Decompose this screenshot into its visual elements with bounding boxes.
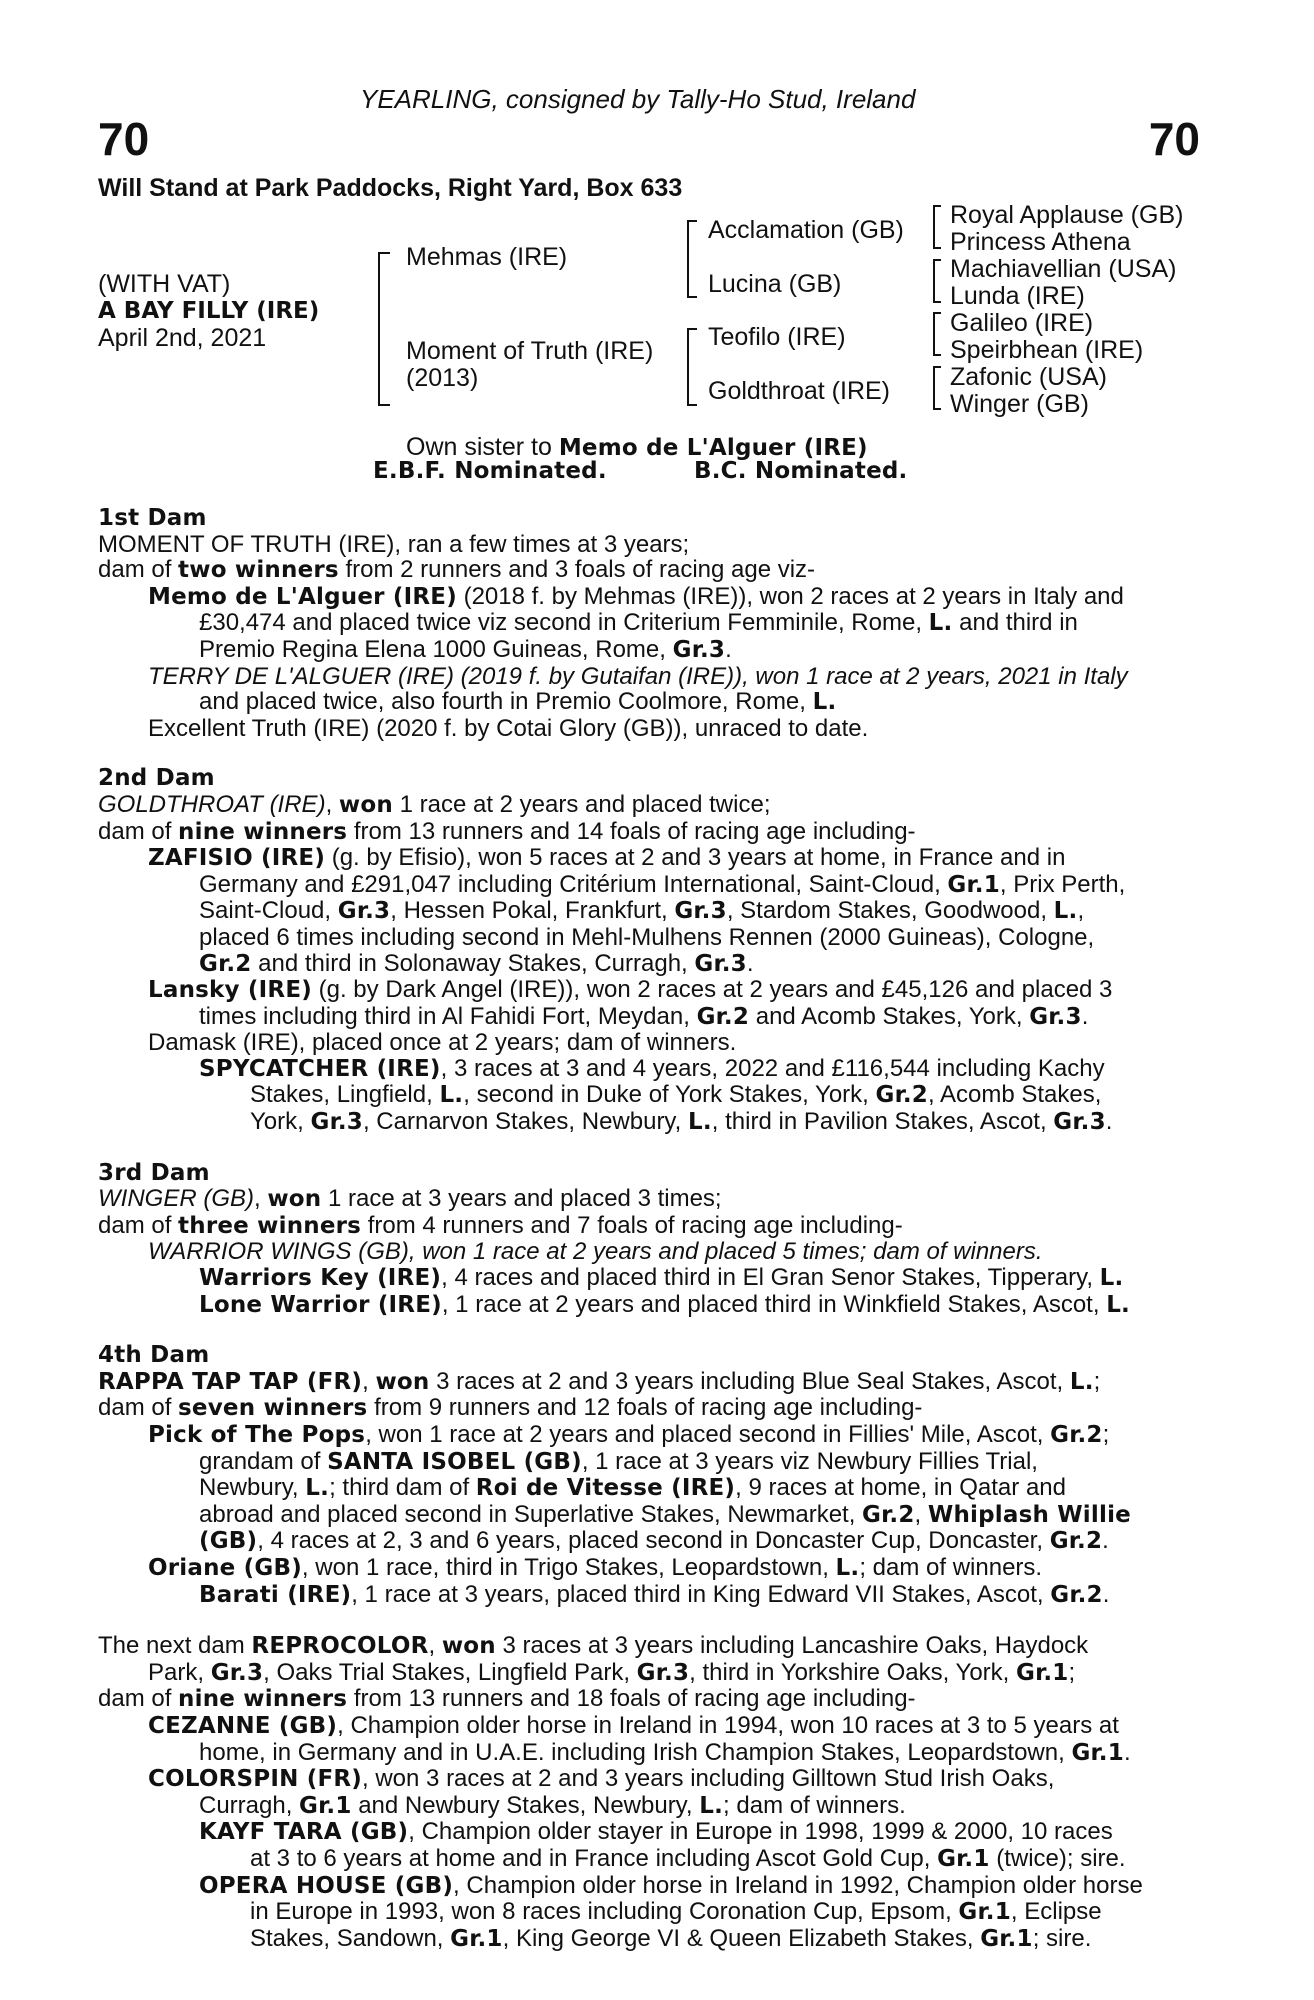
text-run: , Champion older horse in Ireland in 1992, Champion older horse: [453, 1871, 1143, 1899]
text-run: L.: [835, 1554, 860, 1581]
text-run: , won 3 races at 2 and 3 years including Gilltown Stud Irish Oaks,: [362, 1765, 1055, 1793]
gen3-brace-1: [933, 205, 941, 249]
text-run: , Oaks Trial Stakes, Lingfield Park,: [263, 1658, 637, 1686]
text-run: ZAFISIO (IRE): [148, 845, 326, 872]
gen3-brace-2: [933, 259, 941, 303]
text-run: from 13 runners and 14 foals of racing age including-: [347, 817, 916, 845]
text-run: ,: [914, 1500, 928, 1528]
text-line: [98, 1846, 1198, 1873]
text-run: Gr.3: [636, 1659, 690, 1686]
text-run: Newbury,: [199, 1474, 306, 1502]
vat-note: (WITH VAT): [98, 270, 231, 298]
text-run: ;: [1093, 1367, 1101, 1395]
text-run: and placed twice, also fourth in Premio Coolmore, Rome,: [199, 688, 813, 716]
text-run: dam of: [98, 556, 179, 584]
text-run: three winners: [178, 1212, 362, 1239]
text-run: from 4 runners and 7 foals of racing age including-: [361, 1211, 903, 1239]
text-run: , second in Duke of York Stakes, York,: [463, 1081, 876, 1109]
text-run: , 1 race at 3 years, placed third in King Edward VII Stakes, Ascot,: [351, 1580, 1051, 1608]
text-line: [98, 1395, 1198, 1422]
text-run: ,: [1077, 897, 1085, 925]
text-run: won: [375, 1368, 430, 1395]
text-run: (g. by Dark Angel (IRE)), won 2 races at 2 years and £45,126 and placed 3: [311, 976, 1113, 1004]
sire-dam: Lucina (GB): [708, 270, 842, 298]
text-line: [98, 1109, 1198, 1136]
text-run: Gr.1: [1071, 1739, 1124, 1766]
text-run: from 2 runners and 3 foals of racing age viz-: [338, 556, 816, 584]
text-run: Roi de Vitesse (IRE): [475, 1475, 736, 1502]
foaling-date: April 2nd, 2021: [98, 324, 267, 352]
text-run: OPERA HOUSE (GB): [199, 1872, 454, 1899]
bc-nominated: B.C. Nominated.: [694, 458, 908, 484]
text-run: Gr.2: [875, 1082, 928, 1109]
produce-kayf-tara: [98, 1819, 1198, 1846]
fourth-dam-heading: 4th Dam: [98, 1342, 210, 1369]
sire-sire: Acclamation (GB): [708, 216, 904, 244]
text-run: from 13 runners and 18 foals of racing age including-: [347, 1685, 916, 1713]
text-run: 1 race at 2 years and placed twice;: [392, 790, 771, 818]
gg-8: Winger (GB): [950, 390, 1089, 418]
text-run: .: [1102, 1580, 1110, 1608]
text-run: dam of: [98, 1394, 179, 1422]
text-run: Gr.3: [674, 898, 727, 925]
text-run: L.: [699, 1792, 724, 1819]
text-run: ,: [428, 1632, 442, 1660]
text-run: The next dam: [98, 1632, 252, 1660]
text-run: won: [338, 791, 393, 818]
dam-year: (2013): [406, 364, 479, 392]
text-run: Gr.3: [210, 1659, 264, 1686]
text-run: Gr.2: [1049, 1528, 1103, 1555]
text-run: from 9 runners and 12 foals of racing age including-: [367, 1394, 923, 1422]
text-run: Gr.3: [1053, 1109, 1106, 1136]
text-run: L.: [1106, 1291, 1130, 1318]
text-run: nine winners: [178, 818, 348, 845]
text-run: L.: [1099, 1265, 1124, 1292]
text-run: ,: [325, 790, 339, 818]
text-run: (g. by Efisio), won 5 races at 2 and 3 years at home, in France and in: [325, 844, 1066, 872]
text-run: .: [1081, 1002, 1089, 1030]
text-run: abroad and placed second in Superlative Stakes, Newmarket,: [199, 1500, 863, 1528]
text-run: Saint-Cloud,: [199, 897, 338, 925]
own-sister-line: Own sister to Memo de L'Alguer (IRE): [406, 433, 868, 461]
text-run: Gr.1: [1016, 1659, 1069, 1686]
next-dam-line: [98, 1633, 1198, 1660]
dam-brace: [687, 328, 697, 406]
text-run: Whiplash Willie: [927, 1501, 1131, 1528]
gen3-brace-3: [933, 312, 941, 356]
dam-dam: Goldthroat (IRE): [708, 377, 891, 405]
text-run: , 4 races and placed third in El Gran Senor Stakes, Tipperary,: [441, 1264, 1100, 1292]
gg-6: Speirbhean (IRE): [950, 336, 1144, 364]
produce-oriane: [98, 1555, 1198, 1582]
text-line: [98, 1660, 1198, 1687]
text-line: [98, 1475, 1198, 1502]
text-run: L.: [305, 1475, 330, 1502]
text-run: dam of: [98, 1685, 179, 1713]
produce-lansky: [98, 977, 1198, 1004]
gen3-brace-4: [933, 366, 941, 410]
text-run: Gr.1: [450, 1925, 503, 1952]
text-run: Gr.2: [696, 1003, 750, 1030]
text-run: Gr.1: [947, 871, 1000, 898]
text-run: £30,474 and placed twice viz second in Criterium Femminile, Rome,: [199, 609, 929, 637]
text-run: , won 1 race, third in Trigo Stakes, Leopardstown,: [301, 1553, 836, 1581]
text-run: dam of: [98, 817, 179, 845]
produce-lone-warrior: [98, 1292, 1198, 1319]
text-line: [98, 1793, 1198, 1820]
text-run: L.: [439, 1082, 464, 1109]
text-run: Barati (IRE): [199, 1581, 352, 1608]
text-run: .: [725, 635, 732, 663]
text-run: Gr.3: [672, 636, 726, 663]
lot-number-left: 70: [98, 113, 150, 165]
text-run: SANTA ISOBEL (GB): [327, 1448, 582, 1475]
text-line: [98, 1740, 1198, 1767]
text-run: REPROCOLOR: [251, 1633, 429, 1660]
horse-name: A BAY FILLY (IRE): [98, 298, 320, 324]
text-run: ,: [362, 1367, 376, 1395]
text-run: , Champion older horse in Ireland in 1994, won 10 races at 3 to 5 years at: [337, 1711, 1119, 1739]
text-run: .: [1102, 1527, 1109, 1555]
text-run: CEZANNE (GB): [148, 1712, 338, 1739]
stand-location: Will Stand at Park Paddocks, Right Yard, Box 633: [98, 174, 683, 202]
text-run: ,: [254, 1185, 268, 1213]
text-run: Gr.2: [1050, 1581, 1103, 1608]
text-run: , Hessen Pokal, Frankfurt,: [390, 897, 675, 925]
text-line: [98, 872, 1198, 899]
text-line: [98, 1502, 1198, 1529]
text-run: Gr.1: [299, 1792, 352, 1819]
text-run: KAYF TARA (GB): [199, 1819, 409, 1846]
produce-memo: [98, 584, 1198, 611]
text-line: [98, 1449, 1198, 1476]
text-run: L.: [928, 610, 953, 637]
text-run: Gr.2: [1050, 1422, 1103, 1448]
produce-terry: TERRY DE L'ALGUER (IRE) (2019 f. by Gutaifan (IRE)), won 1 race at 2 years, 2021 in Italy: [148, 662, 1128, 690]
text-run: , third in Pavilion Stakes, Ascot,: [711, 1108, 1054, 1136]
text-run: grandam of: [199, 1447, 328, 1475]
text-run: and Newbury Stakes, Newbury,: [351, 1791, 700, 1819]
third-dam-line: [98, 1186, 1198, 1213]
dam-name: Moment of Truth (IRE): [406, 337, 654, 365]
text-run: Stakes, Sandown,: [250, 1924, 451, 1952]
text-run: Gr.2: [862, 1501, 915, 1528]
produce-warriors-key: [98, 1265, 1198, 1292]
text-run: L.: [1069, 1368, 1094, 1395]
text-run: Premio Regina Elena 1000 Guineas, Rome,: [199, 635, 673, 663]
text-run: WINGER (GB): [98, 1185, 254, 1213]
text-run: L.: [812, 689, 837, 716]
text-run: , 4 races at 2, 3 and 6 years, placed second in Doncaster Cup, Doncaster,: [257, 1527, 1050, 1555]
text-run: , Stardom Stakes, Goodwood,: [726, 897, 1054, 925]
text-run: at 3 to 6 years at home and in France including Ascot Gold Cup,: [250, 1844, 938, 1872]
produce-cezanne: [98, 1713, 1198, 1740]
text-line: [98, 1899, 1198, 1926]
text-line: [98, 637, 1198, 664]
text-run: Gr.2: [199, 950, 252, 977]
text-line: [98, 1528, 1198, 1555]
text-run: Gr.1: [937, 1845, 990, 1872]
text-run: Pick of The Pops: [148, 1422, 366, 1448]
produce-colorspin: [98, 1766, 1198, 1793]
text-run: ;: [1068, 1658, 1076, 1686]
text-run: SPYCATCHER (IRE): [199, 1055, 441, 1082]
consignment-line: YEARLING, consigned by Tally-Ho Stud, Ireland: [360, 84, 916, 114]
text-run: ; dam of winners.: [723, 1791, 906, 1819]
text-run: nine winners: [178, 1686, 348, 1713]
text-run: 3 races at 2 and 3 years including Blue Seal Stakes, Ascot,: [429, 1367, 1070, 1395]
fourth-dam-line: [98, 1369, 1198, 1396]
text-run: 3 races at 3 years including Lancashire Oaks, Haydock: [495, 1632, 1089, 1660]
text-run: ; third dam of: [329, 1474, 476, 1502]
produce-opera-house: [98, 1873, 1198, 1900]
text-run: Gr.1: [958, 1899, 1011, 1926]
text-line: [98, 1686, 1198, 1713]
text-run: , Prix Perth,: [999, 870, 1126, 898]
text-run: , Champion older stayer in Europe in 1998, 1999 & 2000, 10 races: [408, 1818, 1113, 1846]
text-run: Memo de L'Alguer (IRE): [148, 583, 457, 610]
text-run: , 1 race at 2 years and placed third in Winkfield Stakes, Ascot,: [441, 1290, 1107, 1318]
text-run: , 3 races at 3 and 4 years, 2022 and £116,544 including Kachy: [440, 1054, 1105, 1082]
text-run: , 9 races at home, in Qatar and: [735, 1474, 1066, 1502]
produce-spycatcher: [98, 1056, 1198, 1083]
text-run: GOLDTHROAT (IRE): [98, 790, 326, 818]
text-line: [98, 898, 1198, 925]
text-run: won: [267, 1186, 322, 1213]
sire-name: Mehmas (IRE): [406, 243, 568, 271]
text-run: Warriors Key (IRE): [199, 1265, 442, 1292]
text-run: Lone Warrior (IRE): [199, 1291, 442, 1318]
text-run: and Acomb Stakes, York,: [749, 1002, 1030, 1030]
second-dam-heading: 2nd Dam: [98, 765, 215, 792]
sire-brace: [687, 220, 697, 298]
text-run: ; dam of winners.: [859, 1553, 1043, 1581]
text-run: , won 1 race at 2 years and placed second in Fillies' Mile, Ascot,: [365, 1421, 1051, 1448]
text-run: 1 race at 3 years and placed 3 times;: [321, 1185, 722, 1213]
gg-2: Princess Athena: [950, 228, 1131, 256]
text-run: and third in Solonaway Stakes, Curragh,: [251, 949, 695, 977]
text-run: , 1 race at 3 years viz Newbury Fillies Trial,: [581, 1447, 1038, 1475]
gg-4: Lunda (IRE): [950, 282, 1085, 310]
text-line: [98, 1004, 1198, 1031]
text-run: Gr.3: [310, 1109, 363, 1136]
first-dam-line: MOMENT OF TRUTH (IRE), ran a few times at 3 years;: [98, 530, 690, 558]
gg-1: Royal Applause (GB): [950, 201, 1184, 229]
text-run: , third in Yorkshire Oaks, York,: [689, 1658, 1016, 1686]
text-run: .: [1105, 1108, 1113, 1136]
text-run: , Carnarvon Stakes, Newbury,: [362, 1108, 688, 1136]
text-run: York,: [250, 1108, 311, 1136]
gg-5: Galileo (IRE): [950, 309, 1094, 337]
text-run: ; sire.: [1032, 1924, 1092, 1952]
text-run: Lansky (IRE): [148, 977, 312, 1004]
text-run: .: [1123, 1738, 1131, 1766]
text-run: Stakes, Lingfield,: [250, 1081, 440, 1109]
text-run: L.: [688, 1109, 712, 1136]
text-run: times including third in Al Fahidi Fort, Meydan,: [199, 1002, 697, 1030]
text-line: [98, 951, 1198, 978]
text-run: ;: [1102, 1421, 1110, 1448]
text-line: [98, 819, 1198, 846]
text-run: , Acomb Stakes,: [928, 1081, 1102, 1109]
text-run: in Europe in 1993, won 8 races including Coronation Cup, Epsom,: [250, 1898, 959, 1926]
pedigree-brace: [378, 252, 390, 406]
produce-barati: [98, 1582, 1198, 1609]
text-run: (2018 f. by Mehmas (IRE)), won 2 races at 2 years in Italy and: [456, 582, 1124, 610]
text-run: seven winners: [178, 1395, 368, 1422]
text-line: [98, 1213, 1198, 1240]
dam-sire: Teofilo (IRE): [708, 323, 846, 351]
text-line: [98, 610, 1198, 637]
text-run: , King George VI & Queen Elizabeth Stakes,: [502, 1924, 981, 1952]
first-dam-produce: [98, 557, 1198, 584]
dam-history: [98, 506, 1198, 1952]
text-run: Gr.1: [980, 1925, 1033, 1952]
produce-pick-of-the-pops: [98, 1422, 1198, 1449]
text-run: RAPPA TAP TAP (FR): [98, 1368, 363, 1395]
lot-number-right: 70: [1148, 113, 1200, 165]
text-line: [98, 689, 1198, 716]
gg-7: Zafonic (USA): [950, 363, 1107, 391]
produce-excellent-truth: Excellent Truth (IRE) (2020 f. by Cotai Glory (GB)), unraced to date.: [148, 714, 869, 742]
ebf-nominated: E.B.F. Nominated.: [373, 458, 607, 484]
text-run: won: [441, 1633, 496, 1660]
text-run: Curragh,: [199, 1791, 300, 1819]
text-run: Oriane (GB): [148, 1554, 302, 1581]
text-line: placed 6 times including second in Mehl-Mulhens Rennen (2000 Guineas), Cologne,: [199, 923, 1095, 951]
first-dam-heading: 1st Dam: [98, 505, 207, 531]
text-run: , Eclipse: [1010, 1898, 1102, 1926]
text-run: Germany and £291,047 including Critérium International, Saint-Cloud,: [199, 870, 948, 898]
text-run: L.: [1053, 898, 1078, 925]
text-run: COLORSPIN (FR): [148, 1766, 363, 1793]
produce-damask: Damask (IRE), placed once at 2 years; dam of winners.: [148, 1029, 737, 1057]
text-run: Gr.3: [1029, 1003, 1082, 1030]
text-run: dam of: [98, 1211, 179, 1239]
third-dam-heading: 3rd Dam: [98, 1159, 210, 1186]
text-line: [98, 1926, 1198, 1953]
gg-3: Machiavellian (USA): [950, 255, 1177, 283]
text-run: .: [746, 949, 754, 977]
text-run: Park,: [148, 1658, 211, 1686]
text-line: [98, 1082, 1198, 1109]
produce-zafisio: [98, 845, 1198, 872]
text-run: (twice); sire.: [989, 1844, 1126, 1872]
text-run: two winners: [178, 557, 339, 584]
text-run: Gr.3: [337, 898, 391, 925]
produce-warrior-wings: WARRIOR WINGS (GB), won 1 race at 2 years and placed 5 times; dam of winners.: [148, 1238, 1043, 1266]
text-run: and third in: [952, 609, 1078, 637]
second-dam-line: [98, 792, 1198, 819]
text-run: (GB): [199, 1528, 258, 1555]
text-run: home, in Germany and in U.A.E. including Irish Champion Stakes, Leopardstown,: [199, 1738, 1072, 1766]
text-run: Gr.3: [694, 950, 747, 977]
